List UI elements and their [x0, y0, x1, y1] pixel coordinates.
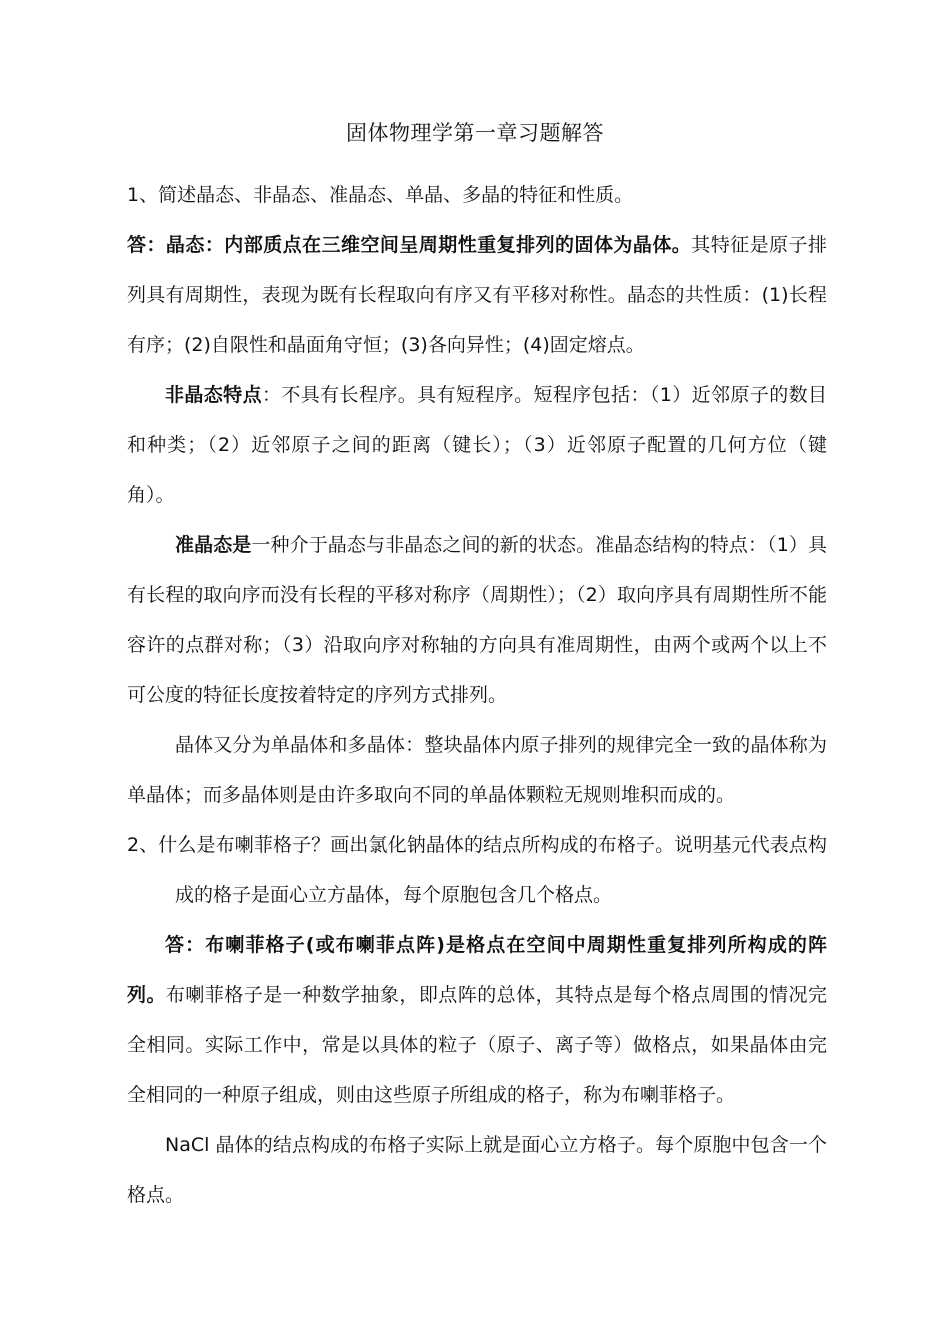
amorphous-text: ：不具有长程序。具有短程序。短程序包括：（1）近邻原子的数目和种类；（2）近邻原子之间的距离（键长）；（3）近邻原子配置的几何方位（键角）。: [127, 384, 827, 506]
quasicrystal-heading: 准晶态是: [175, 534, 252, 556]
document-body: [127, 170, 827, 1220]
question-1: 1、简述晶态、非晶态、准晶态、单晶、多晶的特征和性质。: [127, 184, 634, 206]
page-title: 固体物理学第一章习题解答: [346, 121, 604, 145]
quasicrystal-text: 一种介于晶态与非晶态之间的新的状态。准晶态结构的特点：（1）具有长程的取向序而没有长程的平移对称序（周期性）；（2）取向序具有周期性所不能容许的点群对称；（3）沿取向序对称轴的方向具有准周期性，由两个或两个以上不可公度的特征长度按着特定的序列方式排列。: [127, 534, 827, 706]
answer-1-single-poly: 晶体又分为单晶体和多晶体：整块晶体内原子排列的规律完全一致的晶体称为单晶体；而多晶体则是由许多取向不同的单晶体颗粒无规则堆积而成的。: [127, 734, 827, 806]
answer-1-crystal-definition: 答：晶态：内部质点在三维空间呈周期性重复排列的固体为晶体。: [127, 234, 692, 256]
bravais-text: 布喇菲格子是一种数学抽象，即点阵的总体，其特点是每个格点周围的情况完全相同。实际工作中，常是以具体的粒子（原子、离子等）做格点，如果晶体由完全相同的一种原子组成，则由这些原子所组成的格子，称为布喇菲格子。: [127, 984, 827, 1106]
answer-1-quasicrystal: [127, 520, 827, 720]
answer-1-crystal-properties: 其特征是原子排列具有周期性，表现为既有长程取向有序又有平移对称性。晶态的共性质：(1)长程有序；(2)自限性和晶面角守恒；(3)各向异性；(4)固定熔点。: [127, 234, 827, 356]
amorphous-heading: 非晶态特点: [165, 384, 262, 406]
answer-2-nacl: NaCl 晶体的结点构成的布格子实际上就是面心立方格子。每个原胞中包含一个格点。: [127, 1134, 827, 1206]
answer-1-amorphous: [127, 370, 827, 520]
bravais-definition: 答：布喇菲格子(或布喇菲点阵)是格点在空间中周期性重复排列所构成的阵列。: [127, 934, 827, 1006]
answer-2-bravais: [127, 920, 827, 1120]
question-2: 2、什么是布喇菲格子？画出氯化钠晶体的结点所构成的布格子。说明基元代表点构成的格子是面心立方晶体，每个原胞包含几个格点。: [127, 834, 827, 906]
answer-1-crystal: [127, 220, 827, 370]
